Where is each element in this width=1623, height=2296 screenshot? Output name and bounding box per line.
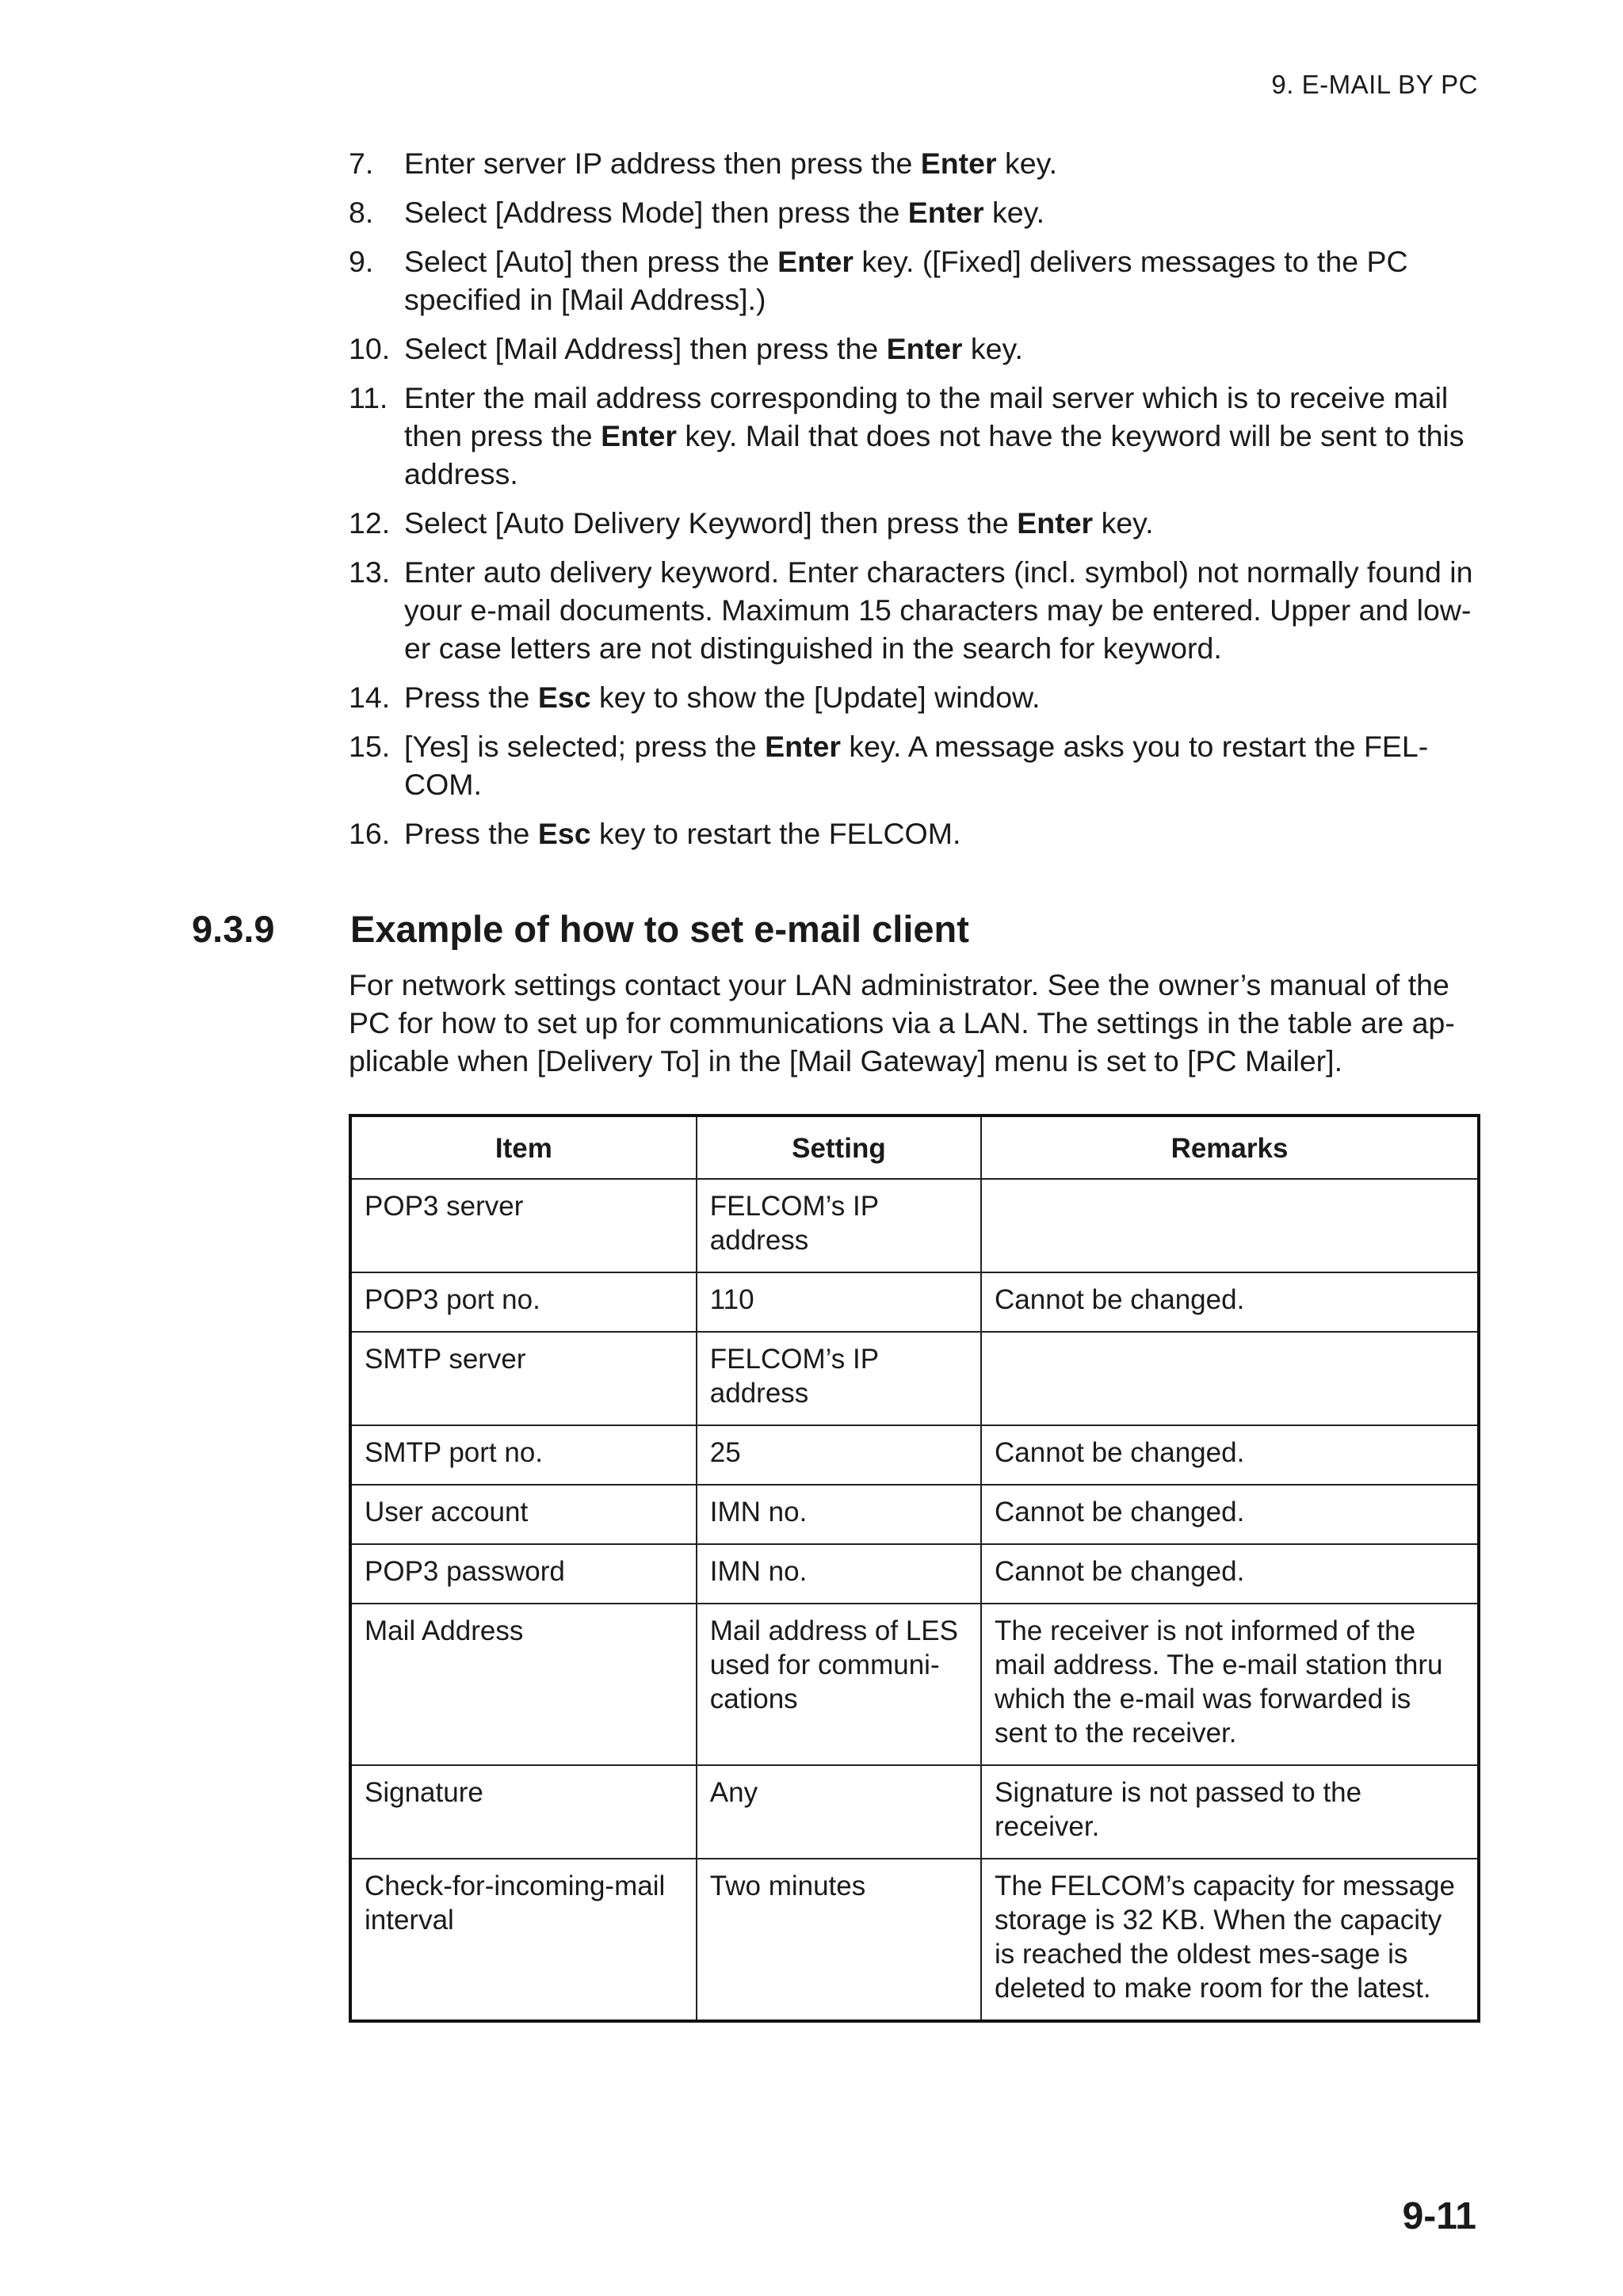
step-text-part: Select [Mail Address] then press the [404, 332, 887, 365]
cell-setting: Two minutes [697, 1859, 981, 2021]
cell-item: Check-for-incoming-mail interval [350, 1859, 697, 2021]
key-name: Enter [907, 196, 984, 229]
key-name: Esc [537, 817, 591, 850]
section-intro: For network settings contact your LAN administrator. See the owner’s manual of the PC for how to set up for communications via a LAN. The settings in the table are ap-plicable when [Delivery To] in the [Mail Gateway] menu is set to [PC Mailer]. [349, 968, 1455, 1077]
section-heading [192, 907, 969, 951]
step-text [404, 814, 1474, 852]
step-text-part: key. [983, 196, 1045, 229]
header-setting: Setting [697, 1116, 981, 1179]
step-text-part: Select [Auto Delivery Keyword] then press the [404, 506, 1018, 540]
table-row [350, 1604, 1479, 1765]
table-row [350, 1485, 1479, 1544]
step-text-part: Enter server IP address then press the [404, 147, 921, 180]
cell-item: POP3 port no. [350, 1272, 697, 1332]
step-number: 13. [349, 555, 391, 589]
step-item [349, 144, 1474, 182]
step-text [404, 193, 1474, 231]
cell-setting: 25 [697, 1425, 981, 1485]
step-number: 15. [349, 730, 391, 763]
step-item [349, 242, 1474, 318]
header-remarks: Remarks [981, 1116, 1479, 1179]
step-number: 12. [349, 506, 391, 540]
cell-setting: FELCOM’s IP address [697, 1179, 981, 1272]
cell-setting: Any [697, 1765, 981, 1859]
cell-remarks: Cannot be changed. [981, 1425, 1479, 1485]
key-name: Enter [1017, 506, 1094, 540]
step-text-part: Select [Address Mode] then press the [404, 196, 908, 229]
step-text-part: key to restart the FELCOM. [590, 817, 961, 850]
step-text-part: Enter auto delivery keyword. Enter characters (incl. symbol) not normally found in your e-mail documents. Maximum 15 characters may be entered. Upper and low-er case letters are not distinguished in the search for keyword. [404, 555, 1473, 665]
cell-item: POP3 server [350, 1179, 697, 1272]
cell-item: User account [350, 1485, 697, 1544]
cell-setting: 110 [697, 1272, 981, 1332]
step-text [404, 553, 1474, 667]
email-client-settings-table [349, 1114, 1480, 2023]
key-name: Enter [920, 147, 997, 180]
page-number: 9-11 [1402, 2195, 1476, 2237]
cell-item: SMTP server [350, 1332, 697, 1425]
step-text-part: key. [962, 332, 1023, 365]
step-text [404, 727, 1474, 803]
cell-remarks [981, 1332, 1479, 1425]
table-row [350, 1859, 1479, 2021]
key-name: Esc [537, 681, 591, 714]
step-text [404, 379, 1474, 493]
step-text-part: key. [996, 147, 1058, 180]
cell-setting: IMN no. [697, 1485, 981, 1544]
cell-item: Mail Address [350, 1604, 697, 1765]
key-name: Enter [765, 730, 841, 763]
key-name: Enter [777, 245, 854, 278]
cell-remarks [981, 1179, 1479, 1272]
table-row [350, 1544, 1479, 1604]
table-row [350, 1179, 1479, 1272]
step-text-part: Press the [404, 817, 538, 850]
step-item [349, 814, 1474, 852]
step-number: 11. [349, 381, 388, 414]
step-item [349, 379, 1474, 493]
step-item [349, 553, 1474, 667]
cell-remarks: The receiver is not informed of the mail address. The e-mail station thru which the e-mail was forwarded is sent to the receiver. [981, 1604, 1479, 1765]
step-number: 9. [349, 245, 374, 278]
step-text [404, 242, 1474, 318]
step-text-part: key. A message asks you to restart the FEL-COM. [404, 730, 1429, 801]
section-number: 9.3.9 [192, 908, 275, 950]
step-item [349, 193, 1474, 231]
step-text-part: key. [1093, 506, 1154, 540]
cell-setting: FELCOM’s IP address [697, 1332, 981, 1425]
step-number: 14. [349, 681, 391, 714]
cell-item: POP3 password [350, 1544, 697, 1604]
cell-remarks: Cannot be changed. [981, 1485, 1479, 1544]
table-row [350, 1765, 1479, 1859]
key-name: Enter [601, 419, 677, 452]
table-row [350, 1272, 1479, 1332]
step-text-part: key. Mail that does not have the keyword will be sent to this address. [404, 419, 1465, 490]
cell-remarks: Signature is not passed to the receiver. [981, 1765, 1479, 1859]
cell-remarks: Cannot be changed. [981, 1544, 1479, 1604]
cell-remarks: The FELCOM’s capacity for message storage is 32 KB. When the capacity is reached the oldest mes-sage is deleted to make room for the latest. [981, 1859, 1479, 2021]
step-number: 16. [349, 817, 391, 850]
table-header-row [350, 1116, 1479, 1179]
step-text-part: key. ([Fixed] delivers messages to the PC specified in [Mail Address].) [404, 245, 1408, 316]
step-item [349, 504, 1474, 542]
step-text-part: key to show the [Update] window. [590, 681, 1041, 714]
step-text [404, 678, 1474, 716]
cell-item: Signature [350, 1765, 697, 1859]
section-title: Example of how to set e-mail client [350, 908, 969, 950]
step-item [349, 678, 1474, 716]
table-row [350, 1332, 1479, 1425]
step-text-part: Enter the mail address corresponding to the mail server which is to receive mail then press the [404, 381, 1449, 452]
key-name: Enter [886, 332, 963, 365]
step-text-part: Select [Auto] then press the [404, 245, 778, 278]
step-number: 7. [349, 147, 374, 180]
step-text-part: Press the [404, 681, 538, 714]
header-item: Item [350, 1116, 697, 1179]
cell-remarks: Cannot be changed. [981, 1272, 1479, 1332]
step-text [404, 330, 1474, 368]
step-number: 10. [349, 332, 391, 365]
cell-item: SMTP port no. [350, 1425, 697, 1485]
step-number: 8. [349, 196, 374, 229]
cell-setting: Mail address of LES used for communi-cations [697, 1604, 981, 1765]
cell-setting: IMN no. [697, 1544, 981, 1604]
step-text-part: [Yes] is selected; press the [404, 730, 766, 763]
table-row [350, 1425, 1479, 1485]
step-text [404, 504, 1474, 542]
step-text [404, 144, 1474, 182]
step-item [349, 330, 1474, 368]
step-item [349, 727, 1474, 803]
running-header: 9. E-MAIL BY PC [1271, 70, 1478, 99]
procedure-steps [349, 144, 1474, 864]
